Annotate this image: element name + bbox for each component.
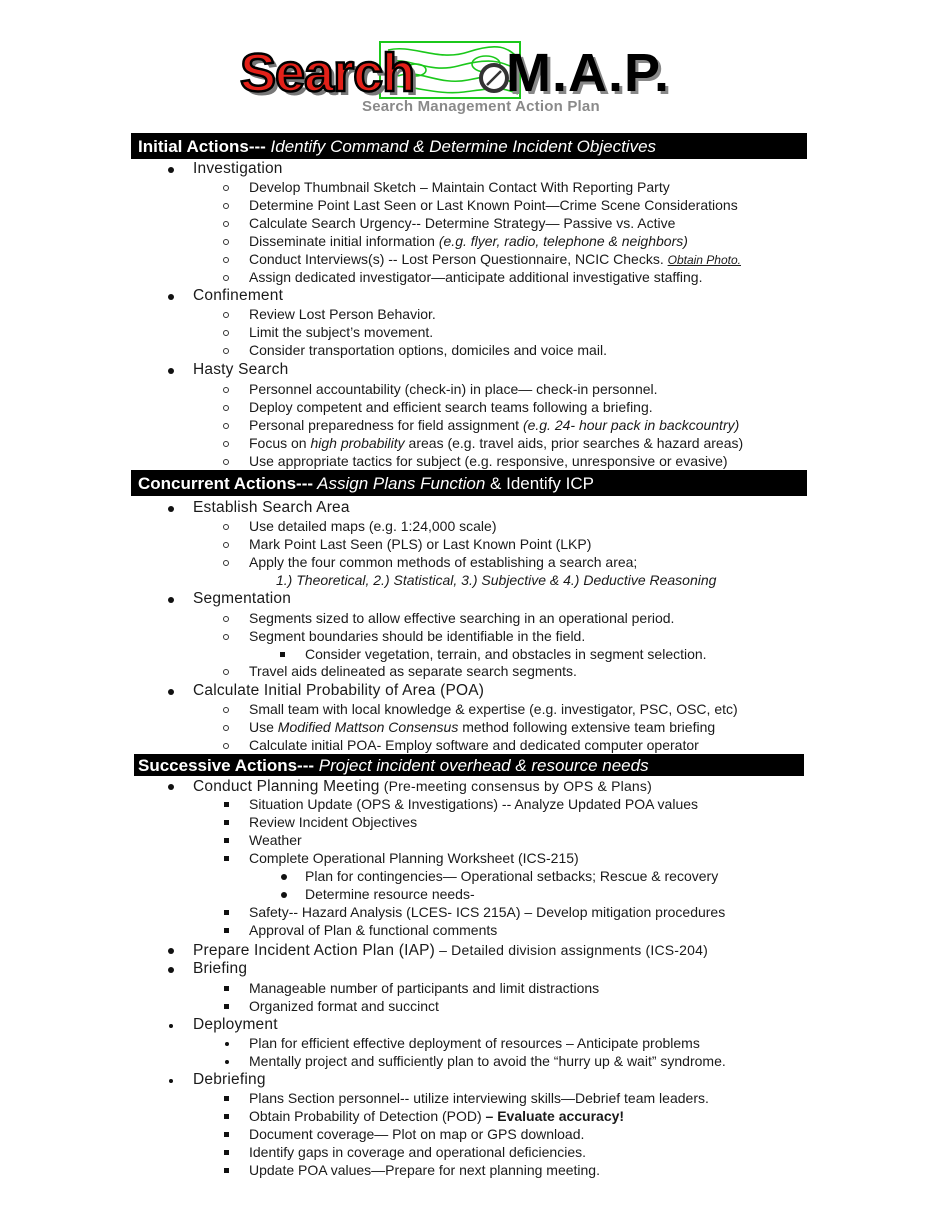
bullet-square <box>224 1132 229 1137</box>
bullet-dot <box>281 892 287 898</box>
bullet-circle <box>223 387 229 393</box>
bullet-circle <box>223 330 229 336</box>
bullet-circle <box>223 524 229 530</box>
bullet-dot <box>168 967 174 973</box>
bullet-circle <box>223 459 229 465</box>
section-subtitle: Assign Plans Function <box>313 474 486 493</box>
section-bar-successive <box>134 754 804 776</box>
bullet-circle <box>223 634 229 640</box>
section-bar-concurrent: Concurrent Actions--- Assign Plans Function & Identify ICP <box>131 470 807 496</box>
bullet-dot <box>168 948 174 954</box>
bullet-square <box>224 986 229 991</box>
bullet-circle <box>223 239 229 245</box>
section-title: Successive Actions--- <box>138 756 315 775</box>
section-title: Initial Actions--- <box>138 137 266 156</box>
bullet-circle <box>223 542 229 548</box>
bullet-dot <box>168 597 174 603</box>
bullet-square <box>224 856 229 861</box>
section-bar-initial <box>131 133 807 159</box>
bullet-dot <box>168 167 174 173</box>
bullet-square <box>224 928 229 933</box>
bullet-circle <box>223 725 229 731</box>
bullet-square <box>224 838 229 843</box>
bullet-circle <box>223 185 229 191</box>
bullet-dot <box>168 506 174 512</box>
bullet-circle <box>223 707 229 713</box>
bullet-circle <box>223 275 229 281</box>
bullet-circle <box>223 348 229 354</box>
bullet-dot <box>225 1060 229 1064</box>
bullet-circle <box>223 405 229 411</box>
bullet-dot <box>169 1024 173 1028</box>
obtain-photo-link: Obtain Photo. <box>667 253 741 267</box>
bullet-square <box>224 1114 229 1119</box>
bullet-circle <box>223 616 229 622</box>
section-title: Concurrent Actions--- <box>138 474 314 493</box>
bullet-square <box>280 652 285 657</box>
bullet-dot <box>281 874 287 880</box>
bullet-square <box>224 1168 229 1173</box>
bullet-square <box>224 910 229 915</box>
bullet-square <box>224 1004 229 1009</box>
bullet-dot <box>168 368 174 374</box>
bullet-circle <box>223 203 229 209</box>
bullet-dot <box>168 294 174 300</box>
logo-map-word: M.A.P. <box>506 43 671 103</box>
bullet-circle <box>223 560 229 566</box>
bullet-circle <box>223 257 229 263</box>
bullet-circle <box>223 312 229 318</box>
section-subtitle: Project incident overhead & resource needs <box>314 756 649 775</box>
bullet-circle <box>223 423 229 429</box>
bullet-circle <box>223 441 229 447</box>
bullet-dot <box>225 1042 229 1046</box>
bullet-dot <box>168 689 174 695</box>
section-subtitle: Identify Command & Determine Incident Objectives <box>265 137 657 156</box>
bullet-circle <box>223 221 229 227</box>
bullet-dot <box>169 1079 173 1083</box>
bullet-square <box>224 1096 229 1101</box>
logo-subtitle: Search Management Action Plan <box>362 98 600 115</box>
bullet-square <box>224 802 229 807</box>
bullet-square <box>224 1150 229 1155</box>
bullet-dot <box>168 784 174 790</box>
bullet-circle <box>223 669 229 675</box>
bullet-square <box>224 820 229 825</box>
bullet-circle <box>223 743 229 749</box>
logo-search-word: Search <box>240 43 415 103</box>
search-map-logo <box>238 40 708 120</box>
